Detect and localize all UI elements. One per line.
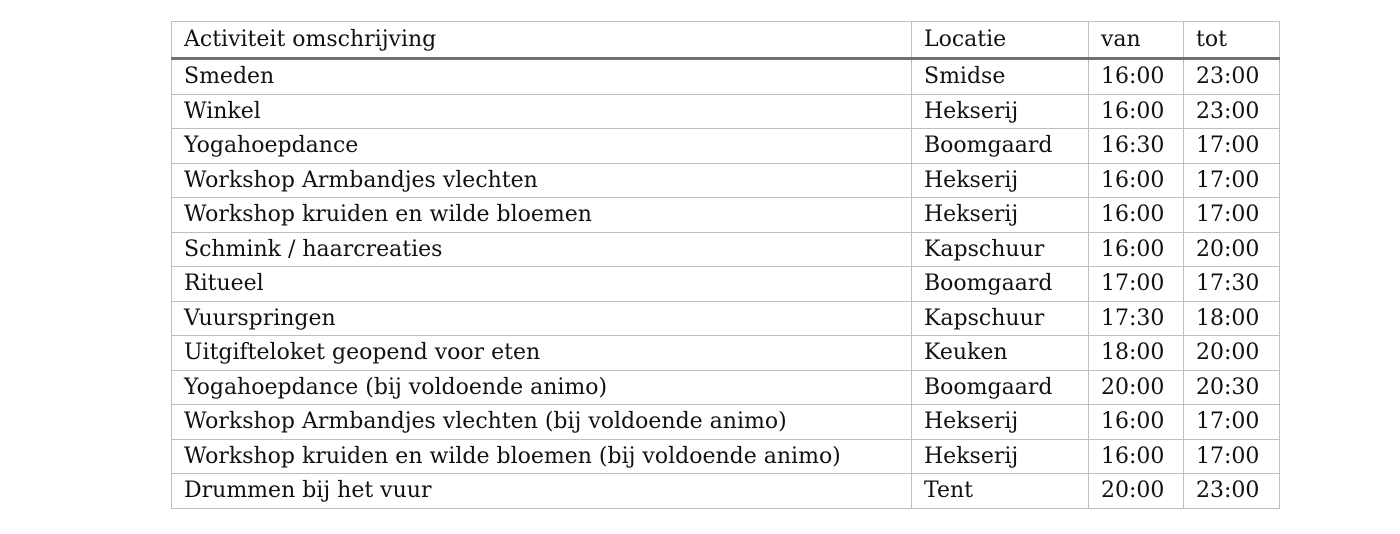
table-row [172, 474, 1280, 509]
table-row [172, 370, 1280, 405]
from-time-cell: 17:30 [1089, 301, 1184, 336]
from-time-cell: 16:00 [1089, 439, 1184, 474]
table-row [172, 267, 1280, 302]
from-time-cell: 16:00 [1089, 232, 1184, 267]
to-time-cell: 23:00 [1184, 474, 1280, 509]
header-row [172, 22, 1280, 59]
location-cell: Kapschuur [912, 232, 1089, 267]
location-cell: Boomgaard [912, 129, 1089, 164]
activity-cell: Workshop kruiden en wilde bloemen (bij voldoende animo) [172, 439, 912, 474]
header-location: Locatie [912, 22, 1089, 59]
location-cell: Boomgaard [912, 370, 1089, 405]
activity-cell: Drummen bij het vuur [172, 474, 912, 509]
location-cell: Hekserij [912, 198, 1089, 233]
location-cell: Boomgaard [912, 267, 1089, 302]
activity-cell: Yogahoepdance (bij voldoende animo) [172, 370, 912, 405]
header-to: tot [1184, 22, 1280, 59]
table-row [172, 198, 1280, 233]
table-row [172, 129, 1280, 164]
location-cell: Keuken [912, 336, 1089, 371]
to-time-cell: 23:00 [1184, 94, 1280, 129]
table-row [172, 336, 1280, 371]
from-time-cell: 16:00 [1089, 405, 1184, 440]
from-time-cell: 20:00 [1089, 474, 1184, 509]
table-row [172, 301, 1280, 336]
activity-cell: Workshop kruiden en wilde bloemen [172, 198, 912, 233]
table-row [172, 405, 1280, 440]
header-activity: Activiteit omschrijving [172, 22, 912, 59]
location-cell: Tent [912, 474, 1089, 509]
header-from: van [1089, 22, 1184, 59]
activity-cell: Workshop Armbandjes vlechten (bij voldoende animo) [172, 405, 912, 440]
from-time-cell: 18:00 [1089, 336, 1184, 371]
from-time-cell: 17:00 [1089, 267, 1184, 302]
to-time-cell: 23:00 [1184, 59, 1280, 95]
table-row [172, 59, 1280, 95]
activity-cell: Schmink / haarcreaties [172, 232, 912, 267]
location-cell: Hekserij [912, 163, 1089, 198]
activity-cell: Workshop Armbandjes vlechten [172, 163, 912, 198]
to-time-cell: 20:30 [1184, 370, 1280, 405]
from-time-cell: 16:30 [1089, 129, 1184, 164]
location-cell: Hekserij [912, 94, 1089, 129]
to-time-cell: 20:00 [1184, 336, 1280, 371]
table-row [172, 439, 1280, 474]
location-cell: Kapschuur [912, 301, 1089, 336]
table-body [172, 59, 1280, 509]
activity-schedule-table [171, 21, 1280, 509]
from-time-cell: 16:00 [1089, 198, 1184, 233]
activity-cell: Ritueel [172, 267, 912, 302]
table-row [172, 163, 1280, 198]
from-time-cell: 20:00 [1089, 370, 1184, 405]
to-time-cell: 17:00 [1184, 129, 1280, 164]
to-time-cell: 17:30 [1184, 267, 1280, 302]
to-time-cell: 20:00 [1184, 232, 1280, 267]
to-time-cell: 17:00 [1184, 198, 1280, 233]
table-header [172, 22, 1280, 59]
to-time-cell: 17:00 [1184, 405, 1280, 440]
activity-cell: Uitgifteloket geopend voor eten [172, 336, 912, 371]
table-row [172, 94, 1280, 129]
to-time-cell: 17:00 [1184, 163, 1280, 198]
location-cell: Smidse [912, 59, 1089, 95]
activity-cell: Smeden [172, 59, 912, 95]
to-time-cell: 18:00 [1184, 301, 1280, 336]
activity-cell: Yogahoepdance [172, 129, 912, 164]
table-row [172, 232, 1280, 267]
from-time-cell: 16:00 [1089, 59, 1184, 95]
activity-cell: Vuurspringen [172, 301, 912, 336]
location-cell: Hekserij [912, 439, 1089, 474]
from-time-cell: 16:00 [1089, 163, 1184, 198]
location-cell: Hekserij [912, 405, 1089, 440]
from-time-cell: 16:00 [1089, 94, 1184, 129]
activity-cell: Winkel [172, 94, 912, 129]
to-time-cell: 17:00 [1184, 439, 1280, 474]
